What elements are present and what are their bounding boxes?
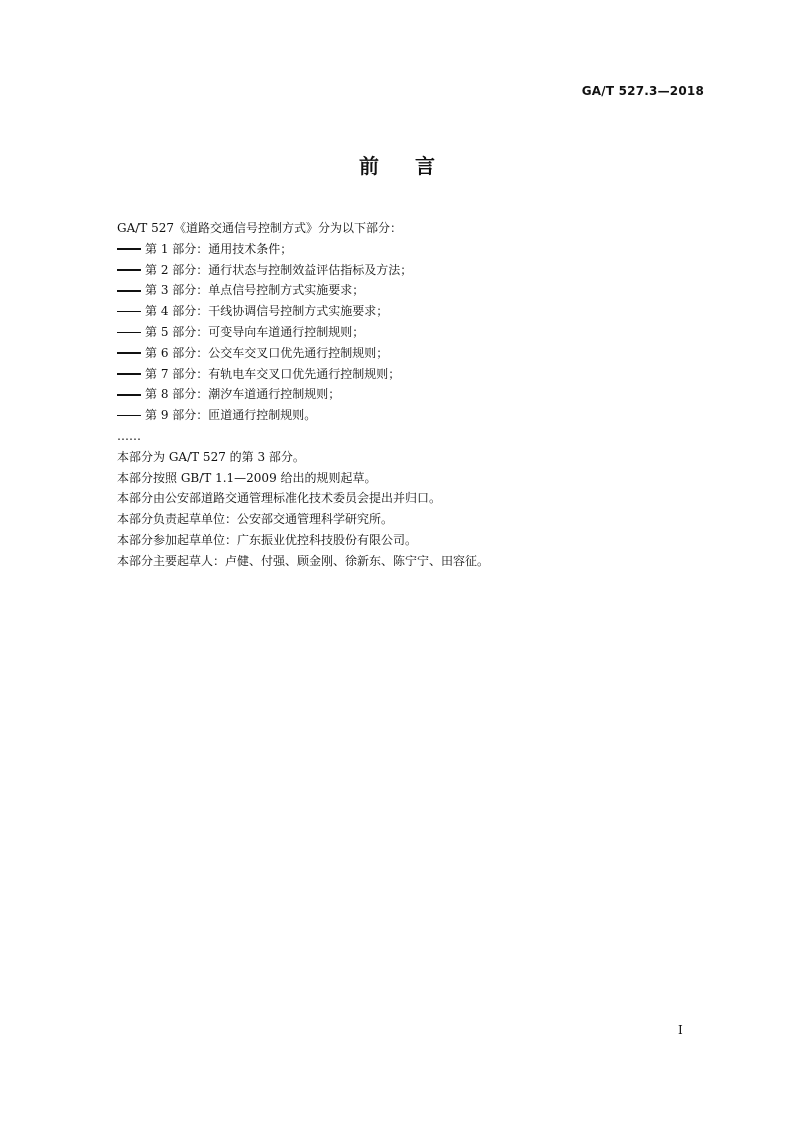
intro-text: GA/T 527《道路交通信号控制方式》分为以下部分： xyxy=(117,221,403,235)
note-text: 本部分主要起草人：卢健、付强、顾金刚、徐新东、陈宁宁、田容征。 xyxy=(117,553,490,568)
part-text: 第 4 部分：干线协调信号控制方式实施要求； xyxy=(145,304,389,319)
part-list-item xyxy=(117,260,717,281)
note-text: 本部分负责起草单位：公安部交通管理科学研究所。 xyxy=(117,512,394,527)
part-text: 第 7 部分：有轨电车交叉口优先通行控制规则； xyxy=(145,366,401,381)
part-list-item xyxy=(117,239,717,260)
part-text: 第 9 部分：匝道通行控制规则。 xyxy=(145,408,317,423)
foreword-body xyxy=(117,218,717,572)
part-list-item xyxy=(117,384,717,405)
dash-bullet xyxy=(117,311,141,313)
part-text: 第 2 部分：通行状态与控制效益评估指标及方法； xyxy=(145,262,413,277)
part-text: 第 5 部分：可变导向车道通行控制规则； xyxy=(145,324,365,339)
note-text: 本部分由公安部道路交通管理标准化技术委员会提出并归口。 xyxy=(117,491,442,506)
note-text: 本部分参加起草单位：广东振业优控科技股份有限公司。 xyxy=(117,532,418,547)
page-number: I xyxy=(678,1023,683,1037)
note-text: 本部分按照 GB/T 1.1—2009 给出的规则起草。 xyxy=(117,470,377,485)
part-text: 第 3 部分：单点信号控制方式实施要求； xyxy=(145,283,365,298)
dash-bullet xyxy=(117,248,141,250)
part-text: 第 1 部分：通用技术条件； xyxy=(145,241,293,256)
part-list-item xyxy=(117,322,717,343)
part-list-item xyxy=(117,301,717,322)
note-text: 本部分为 GA/T 527 的第 3 部分。 xyxy=(117,449,305,464)
part-list-item xyxy=(117,280,717,301)
dash-bullet xyxy=(117,290,141,292)
part-text: 第 8 部分：潮汐车道通行控制规则； xyxy=(145,387,341,402)
document-code: GA/T 527.3—2018 xyxy=(581,84,704,98)
part-list-item xyxy=(117,343,717,364)
page-title: 前言 xyxy=(359,154,471,178)
ellipsis-text: …… xyxy=(117,428,141,443)
dash-bullet xyxy=(117,415,141,417)
part-list-item xyxy=(117,405,717,426)
dash-bullet xyxy=(117,373,141,375)
part-text: 第 6 部分：公交车交叉口优先通行控制规则； xyxy=(145,345,389,360)
dash-bullet xyxy=(117,352,141,354)
dash-bullet xyxy=(117,332,141,334)
dash-bullet xyxy=(117,269,141,271)
dash-bullet xyxy=(117,394,141,396)
part-list-item xyxy=(117,364,717,385)
